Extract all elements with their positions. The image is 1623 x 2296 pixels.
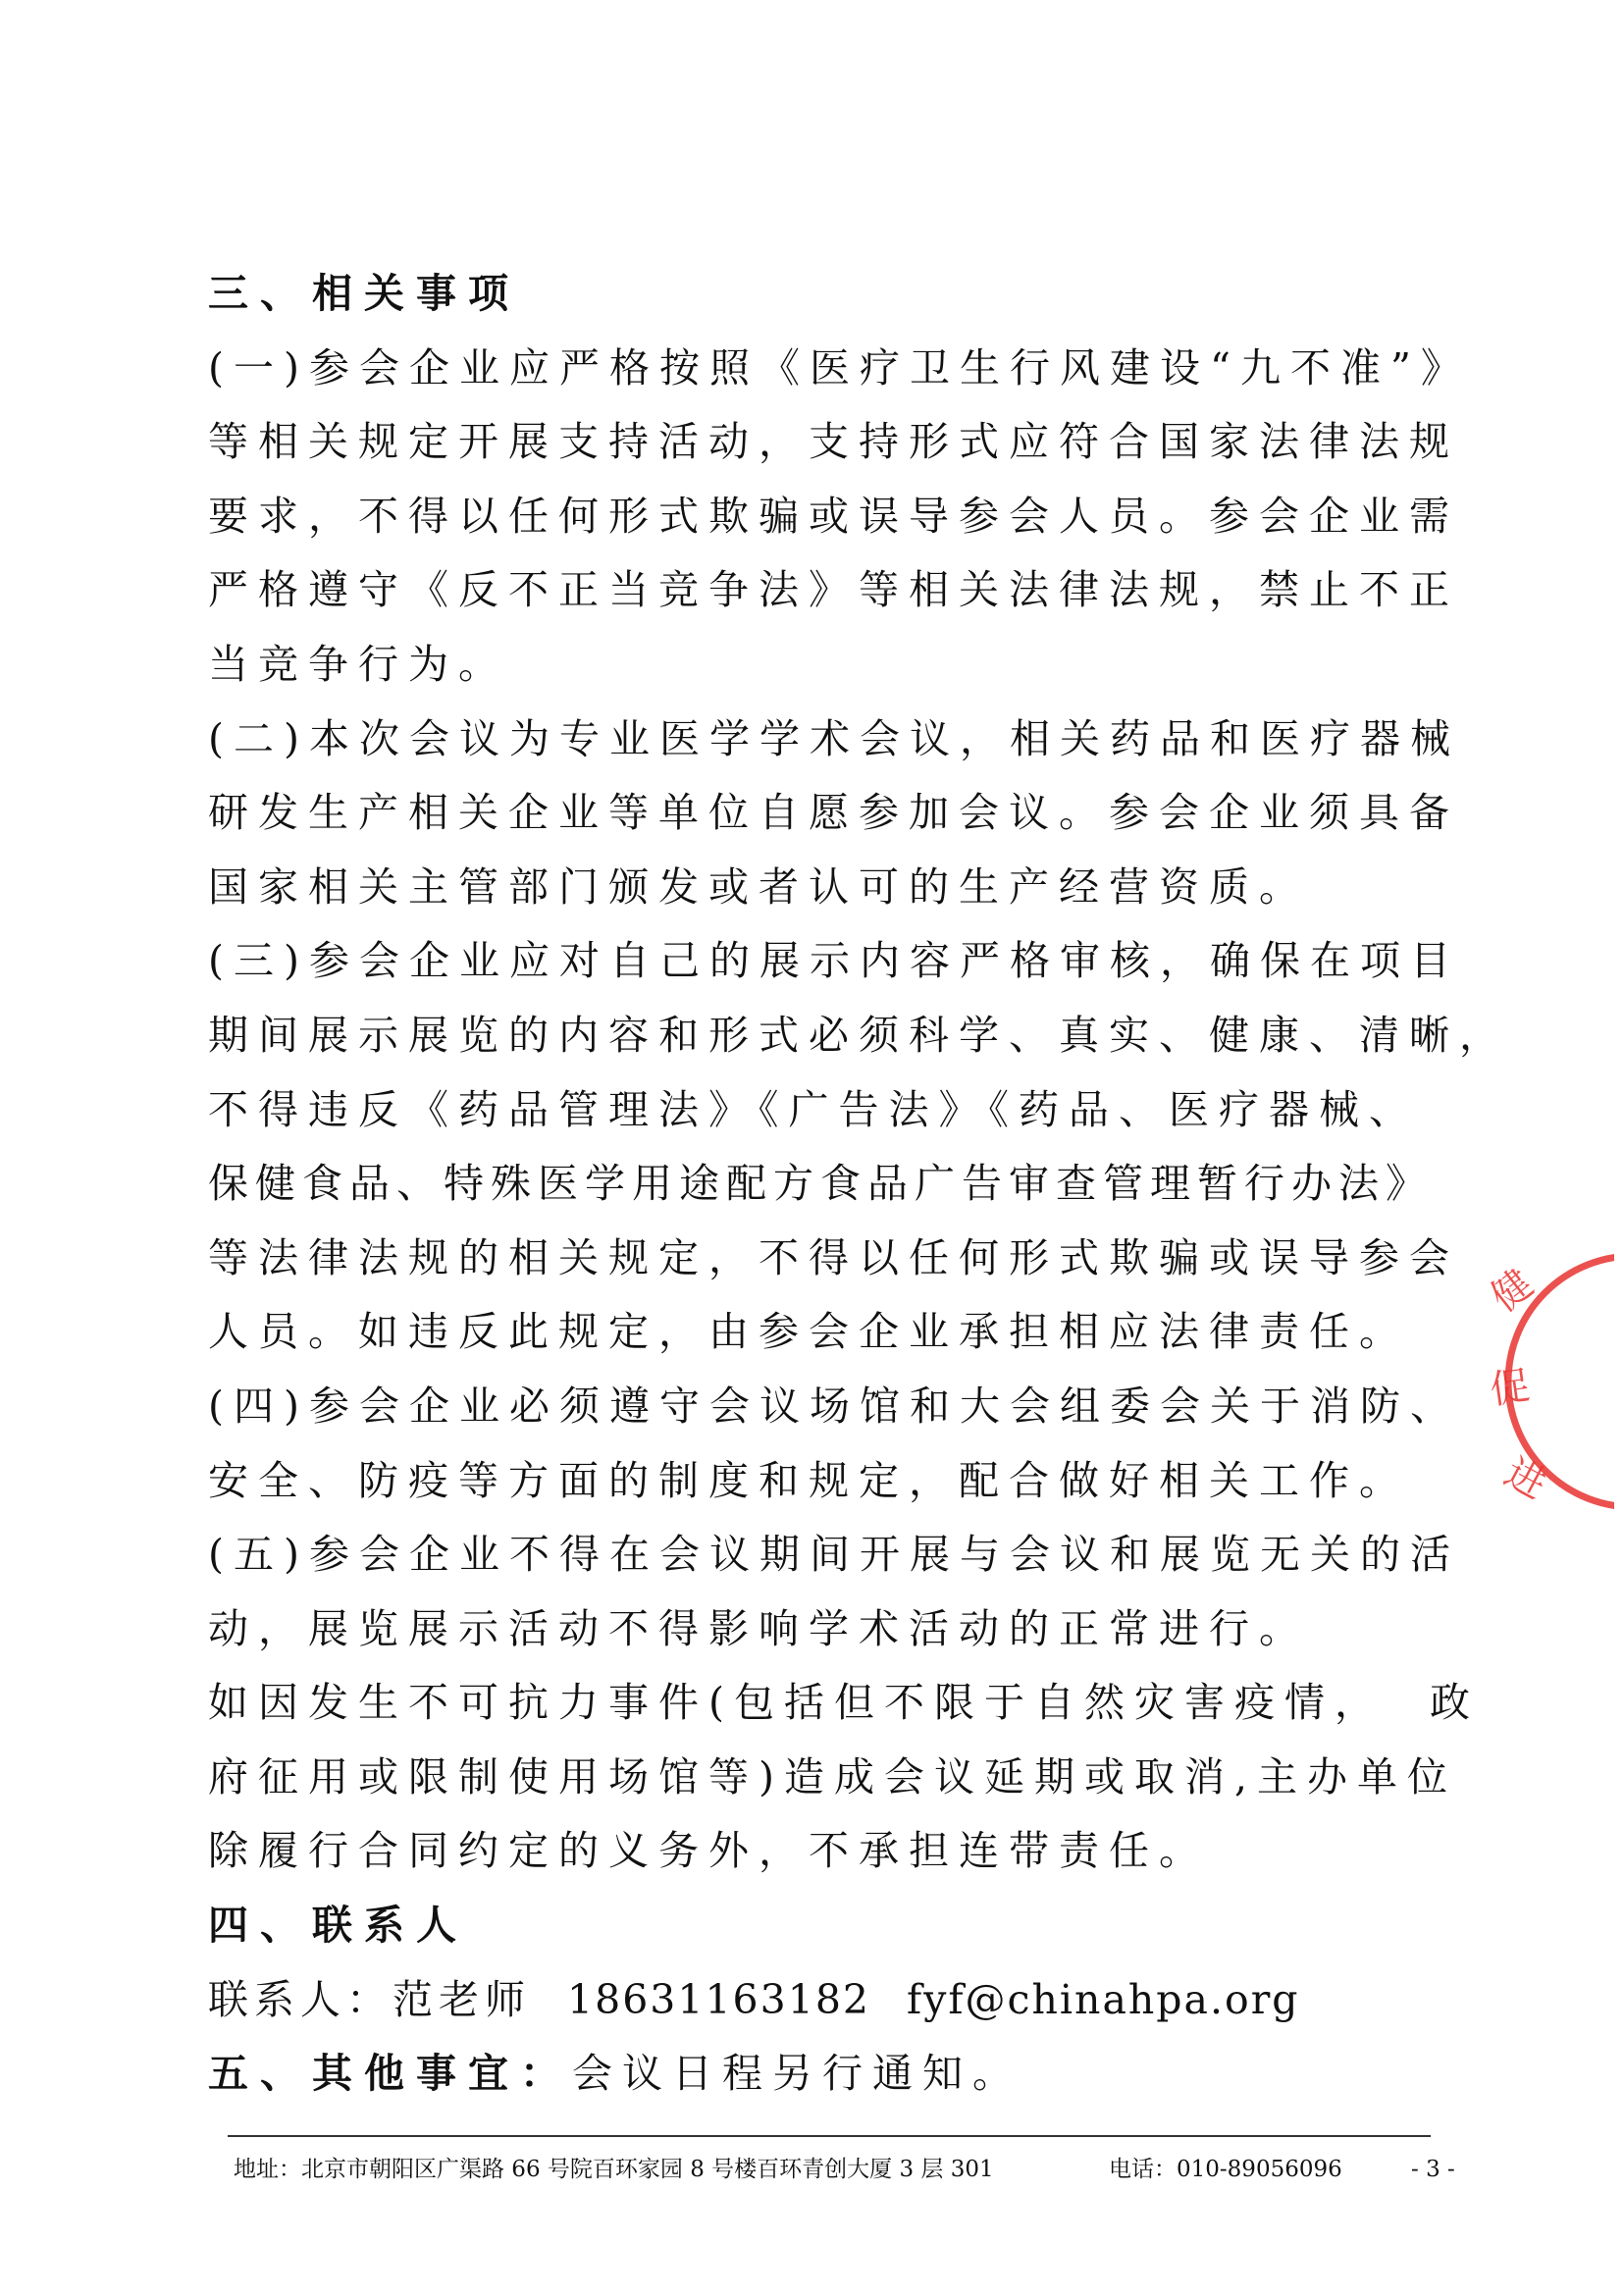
contact-person: 联系人：范老师	[208, 1975, 531, 2023]
paragraph-line: (一)参会企业应严格按照《医疗卫生行风建设“九不准”》	[208, 343, 1471, 391]
section-5-text: 会议日程另行通知。	[572, 2050, 1022, 2098]
footer-divider	[228, 2135, 1431, 2137]
paragraph-line: (二)本次会议为专业医学学术会议，相关药品和医疗器械	[208, 714, 1460, 762]
paragraph-line: 保健食品、特殊医学用途配方食品广告审查管理暂行办法》	[208, 1160, 1433, 1208]
paragraph-line: 期间展示展览的内容和形式必须科学、真实、健康、清晰，	[208, 1011, 1509, 1059]
paragraph-line: 等法律法规的相关规定，不得以任何形式欺骗或误导参会	[208, 1233, 1459, 1281]
red-seal-stamp	[1477, 1234, 1614, 1529]
paragraph-line: (四)参会企业必须遵守会议场馆和大会组委会关于消防、	[208, 1382, 1460, 1430]
svg-text:健: 健	[1483, 1261, 1543, 1322]
paragraph-line: 动，展览展示活动不得影响学术活动的正常进行。	[208, 1604, 1309, 1652]
paragraph-line: (三)参会企业应对自己的展示内容严格审核，确保在项目	[208, 937, 1460, 985]
section-3-title: 三、相关事项	[208, 270, 520, 317]
paragraph-line: 国家相关主管部门颁发或者认可的生产经营资质。	[208, 862, 1309, 911]
paragraph-line: 人员。如违反此规定，由参会企业承担相应法律责任。	[208, 1308, 1409, 1356]
paragraph-line: 安全、防疫等方面的制度和规定，配合做好相关工作。	[208, 1456, 1409, 1504]
paragraph-line: 不得违反《药品管理法》《广告法》《药品、医疗器械、	[208, 1085, 1419, 1133]
contact-email: fyf@chinahpa.org	[907, 1975, 1300, 2023]
section-5-title: 五、其他事宜：	[208, 2050, 572, 2098]
svg-text:进: 进	[1496, 1449, 1553, 1509]
paragraph-line: 等相关规定开展支持活动，支持形式应符合国家法律法规	[208, 418, 1459, 466]
contact-line	[208, 1963, 1442, 2038]
paragraph-line: 府征用或限制使用场馆等)造成会议延期或取消,主办单位	[208, 1752, 1458, 1800]
document-body	[208, 257, 1509, 2112]
paragraph-line: (五)参会企业不得在会议期间开展与会议和展览无关的活	[208, 1531, 1460, 1579]
section-5-line	[208, 2037, 1442, 2112]
footer-phone: 电话：010-89056096	[1109, 2157, 1342, 2182]
seal-graphic	[1477, 1234, 1614, 1529]
paragraph-line: 如因发生不可抗力事件(包括但不限于自然灾害疫情， 政	[208, 1679, 1481, 1727]
paragraph-line: 除履行合同约定的义务外，不承担连带责任。	[208, 1827, 1209, 1875]
paragraph-line: 当竞争行为。	[208, 640, 508, 688]
paragraph-line: 要求，不得以任何形式欺骗或误导参会人员。参会企业需	[208, 492, 1459, 540]
svg-text:促: 促	[1487, 1363, 1533, 1414]
page-number: - 3 -	[1411, 2157, 1455, 2182]
section-4-title: 四、联系人	[208, 1902, 468, 1950]
paragraph-line: 研发生产相关企业等单位自愿参加会议。参会企业须具备	[208, 789, 1459, 837]
section-3-body	[208, 332, 1509, 1889]
contact-phone: 18631163182	[567, 1975, 870, 2023]
paragraph-line: 严格遵守《反不正当竞争法》等相关法律法规，禁止不正	[208, 566, 1459, 614]
footer-address: 地址：北京市朝阳区广渠路 66 号院百环家园 8 号楼百环青创大厦 3 层 301	[234, 2157, 994, 2182]
